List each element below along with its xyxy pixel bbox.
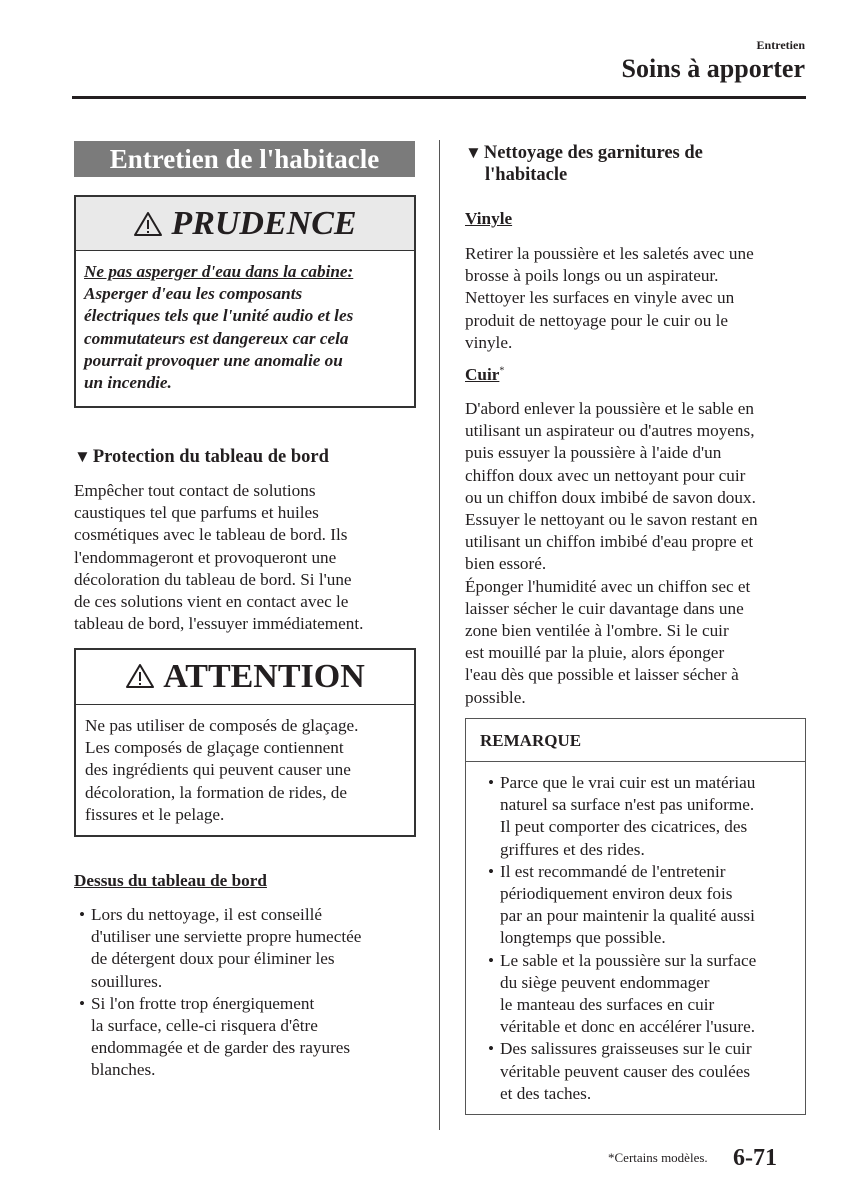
warning-icon (125, 652, 155, 706)
cuir-text-line: possible. (465, 687, 526, 707)
attention-text-line: des ingrédients qui peuvent causer une (85, 760, 351, 780)
prudence-label: PRUDENCE (171, 205, 357, 242)
vinyle-text-line: Retirer la poussière et les saletés avec une (465, 244, 754, 263)
nettoyage-heading: ▼ Nettoyage des garnitures de l'habitacle (465, 143, 703, 185)
cuir-text-line: utilisant un chiffon imbibé d'eau propre et (465, 532, 754, 552)
protection-text-line: Empêcher tout contact de solutions (74, 481, 316, 500)
vinyle-text-line: brosse à poils longs ou un aspirateur. (465, 266, 719, 286)
bullet-line: Des salissures graisseuses sur le cuir (500, 1039, 752, 1059)
bullet-line: la surface, celle-ci risquera d'être (91, 1016, 318, 1036)
remarque-header: REMARQUE (466, 719, 805, 762)
bullet-line: véritable peuvent causer des coulées (500, 1061, 751, 1081)
prudence-text-line: électriques tels que l'unité audio et les (84, 306, 354, 326)
cuir-text-line: zone bien ventilée à l'ombre. Si le cuir (465, 621, 729, 641)
bullet-line: Parce que le vrai cuir est un matériau (500, 773, 756, 792)
bullet-item (79, 904, 362, 993)
attention-text-line: fissures et le pelage. (85, 804, 225, 824)
header-section: Entretien (756, 38, 805, 52)
attention-text-line: Ne pas utiliser de composés de glaçage. (85, 716, 359, 735)
prudence-text-line: Ne pas asperger d'eau dans la cabine: (84, 262, 354, 281)
vinyle-text-line: produit de nettoyage pour le cuir ou le (465, 310, 728, 330)
protection-text-line: décoloration du tableau de bord. Si l'une (74, 569, 352, 589)
bullet-line: Il peut comporter des cicatrices, des (500, 817, 748, 837)
cuir-text-line: chiffon doux avec un nettoyant pour cuir (465, 465, 746, 485)
bullet-line: longtemps que possible. (500, 928, 666, 948)
bullet-icon: • (488, 1039, 495, 1059)
bullet-line: le manteau des surfaces en cuir (500, 995, 715, 1015)
bullet-line: Il est recommandé de l'entretenir (500, 861, 726, 881)
cuir-text-line: l'eau dès que possible et laisser sécher à (465, 665, 739, 685)
attention-box (74, 648, 416, 837)
cuir-text-line: est mouillé par la pluie, alors éponger (465, 643, 725, 663)
protection-heading: ▼ Protection du tableau de bord (74, 447, 329, 467)
bullet-line: endommagée et de garder des rayures (91, 1038, 351, 1058)
bullet-line: de détergent doux pour éliminer les (91, 949, 335, 969)
bullet-line: Lors du nettoyage, il est conseillé (91, 905, 323, 924)
bullet-line: Le sable et la poussière sur la surface (500, 950, 757, 970)
bullet-item (488, 861, 805, 950)
cuir-text-line: Essuyer le nettoyant ou le savon restant en (465, 510, 758, 530)
attention-text-line: décoloration, la formation de rides, de (85, 782, 348, 802)
attention-header (76, 650, 414, 705)
bullet-line: et des taches. (500, 1083, 592, 1103)
bullet-icon: • (79, 905, 86, 924)
protection-text-line: l'endommageront et provoqueront une (74, 547, 337, 567)
cuir-text-line: bien essoré. (465, 554, 547, 574)
cuir-text-line: D'abord enlever la poussière et le sable en (465, 399, 754, 418)
vinyle-text-line: vinyle. (465, 332, 513, 352)
cuir-heading: Cuir* (465, 365, 505, 384)
protection-text-line: de ces solutions vient en contact avec le (74, 592, 349, 612)
bullet-line: naturel sa surface n'est pas uniforme. (500, 795, 755, 815)
header-rule (72, 96, 806, 99)
protection-text-line: caustiques tel que parfums et huiles (74, 503, 319, 523)
dessus-heading: Dessus du tableau de bord (74, 871, 267, 890)
cuir-text-line: laisser sécher le cuir davantage dans une (465, 598, 744, 618)
protection-text-line: tableau de bord, l'essuyer immédiatement. (74, 614, 364, 634)
vinyle-heading: Vinyle (465, 209, 513, 228)
footnote: *Certains modèles. (608, 1150, 708, 1165)
protection-text-line: cosmétiques avec le tableau de bord. Ils (74, 525, 348, 545)
bullet-icon: • (488, 773, 495, 792)
bullet-line: d'utiliser une serviette propre humectée (91, 927, 362, 947)
prudence-text-line: un incendie. (84, 373, 172, 393)
page-number: 6-71 (733, 1145, 777, 1171)
cuir-text-line: utilisant un aspirateur ou d'autres moyens, (465, 421, 755, 441)
bullet-line: Si l'on frotte trop énergiquement (91, 993, 315, 1013)
attention-label: ATTENTION (163, 658, 365, 695)
prudence-text-line: Asperger d'eau les composants (84, 284, 303, 304)
triangle-down-icon: ▼ (465, 143, 482, 162)
bullet-item (488, 950, 805, 1039)
bullet-line: véritable et donc en accélérer l'usure. (500, 1017, 756, 1037)
cuir-text-line: puis essuyer la poussière à l'aide d'un (465, 443, 722, 463)
bullet-item (488, 772, 805, 861)
remarque-box (465, 718, 806, 1115)
prudence-text-line: commutateurs est dangereux car cela (84, 328, 349, 348)
prudence-text-line: pourrait provoquer une anomalie ou (84, 350, 343, 370)
bullet-icon: • (488, 861, 495, 881)
warning-icon (133, 200, 163, 253)
attention-text-line: Les composés de glaçage contiennent (85, 738, 344, 758)
cuir-text-line: Éponger l'humidité avec un chiffon sec et (465, 576, 751, 596)
bullet-line: griffures et des rides. (500, 839, 645, 859)
bullet-line: par an pour maintenir la qualité aussi (500, 906, 755, 926)
triangle-down-icon: ▼ (74, 447, 91, 466)
prudence-header (76, 197, 414, 251)
bullet-line: du siège peuvent endommager (500, 972, 710, 992)
bullet-line: périodiquement environ deux fois (500, 884, 733, 904)
prudence-box (74, 195, 416, 408)
bullet-item (79, 993, 361, 1082)
bullet-line: souillures. (91, 971, 163, 991)
bullet-icon: • (79, 993, 86, 1013)
header-title: Soins à apporter (621, 54, 805, 83)
bullet-line: blanches. (91, 1060, 156, 1080)
column-divider (439, 140, 440, 1130)
bullet-item (488, 1038, 805, 1105)
vinyle-text-line: Nettoyer les surfaces en vinyle avec un (465, 288, 735, 308)
section-title-bar: Entretien de l'habitacle (74, 141, 415, 177)
cuir-text-line: ou un chiffon doux imbibé de savon doux. (465, 487, 756, 507)
bullet-icon: • (488, 950, 495, 970)
